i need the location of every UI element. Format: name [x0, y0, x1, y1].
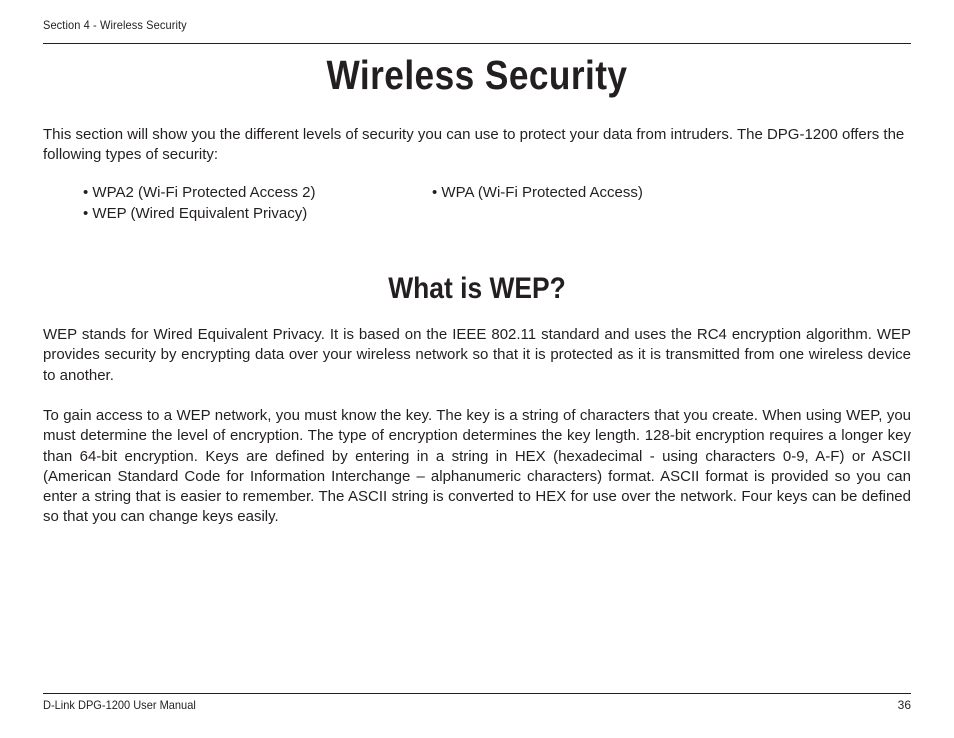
footer-page-number: 36: [897, 698, 911, 712]
section-title-wep: What is WEP?: [388, 272, 566, 305]
section-header: Section 4 - Wireless Security: [43, 18, 187, 32]
intro-paragraph: This section will show you the different levels of security you can use to protect your data from intruders. The DPG-1200 offers the following types of security:: [43, 126, 905, 164]
wep-access-paragraph: To gain access to a WEP network, you must know the key. The key is a string of characters that you create. When using WEP, you must determine the level of encryption. The type of encryption determines the key length. 128-bit encryption requires a longer key than 64-bit encryption. Keys are defined by entering in a string in HEX (hexadecimal - using characters 0-9, A-F) or ASCII (American Standard Code for Information Interchange – alphanumeric characters) format. ASCII format is provided so you can enter a string that is easier to remember. The ASCII string is converted to HEX for use over the network. Four keys can be defined so that you can change keys easily.: [43, 407, 911, 526]
bullet-wpa2: • WPA2 (Wi-Fi Protected Access 2): [83, 184, 316, 201]
bullet-wep: • WEP (Wired Equivalent Privacy): [83, 205, 308, 222]
wep-definition-paragraph: WEP stands for Wired Equivalent Privacy. It is based on the IEEE 802.11 standard and uses the RC4 encryption algorithm. WEP provides security by encrypting data over your wireless network so that it is protected as it is transmitted from one wireless device to another.: [43, 326, 911, 384]
page-title: Wireless Security: [326, 52, 628, 98]
footer-manual-name: D-Link DPG-1200 User Manual: [43, 698, 196, 712]
footer-divider: [43, 693, 911, 694]
bullet-wpa: • WPA (Wi-Fi Protected Access): [432, 184, 643, 201]
header-divider: [43, 43, 911, 44]
